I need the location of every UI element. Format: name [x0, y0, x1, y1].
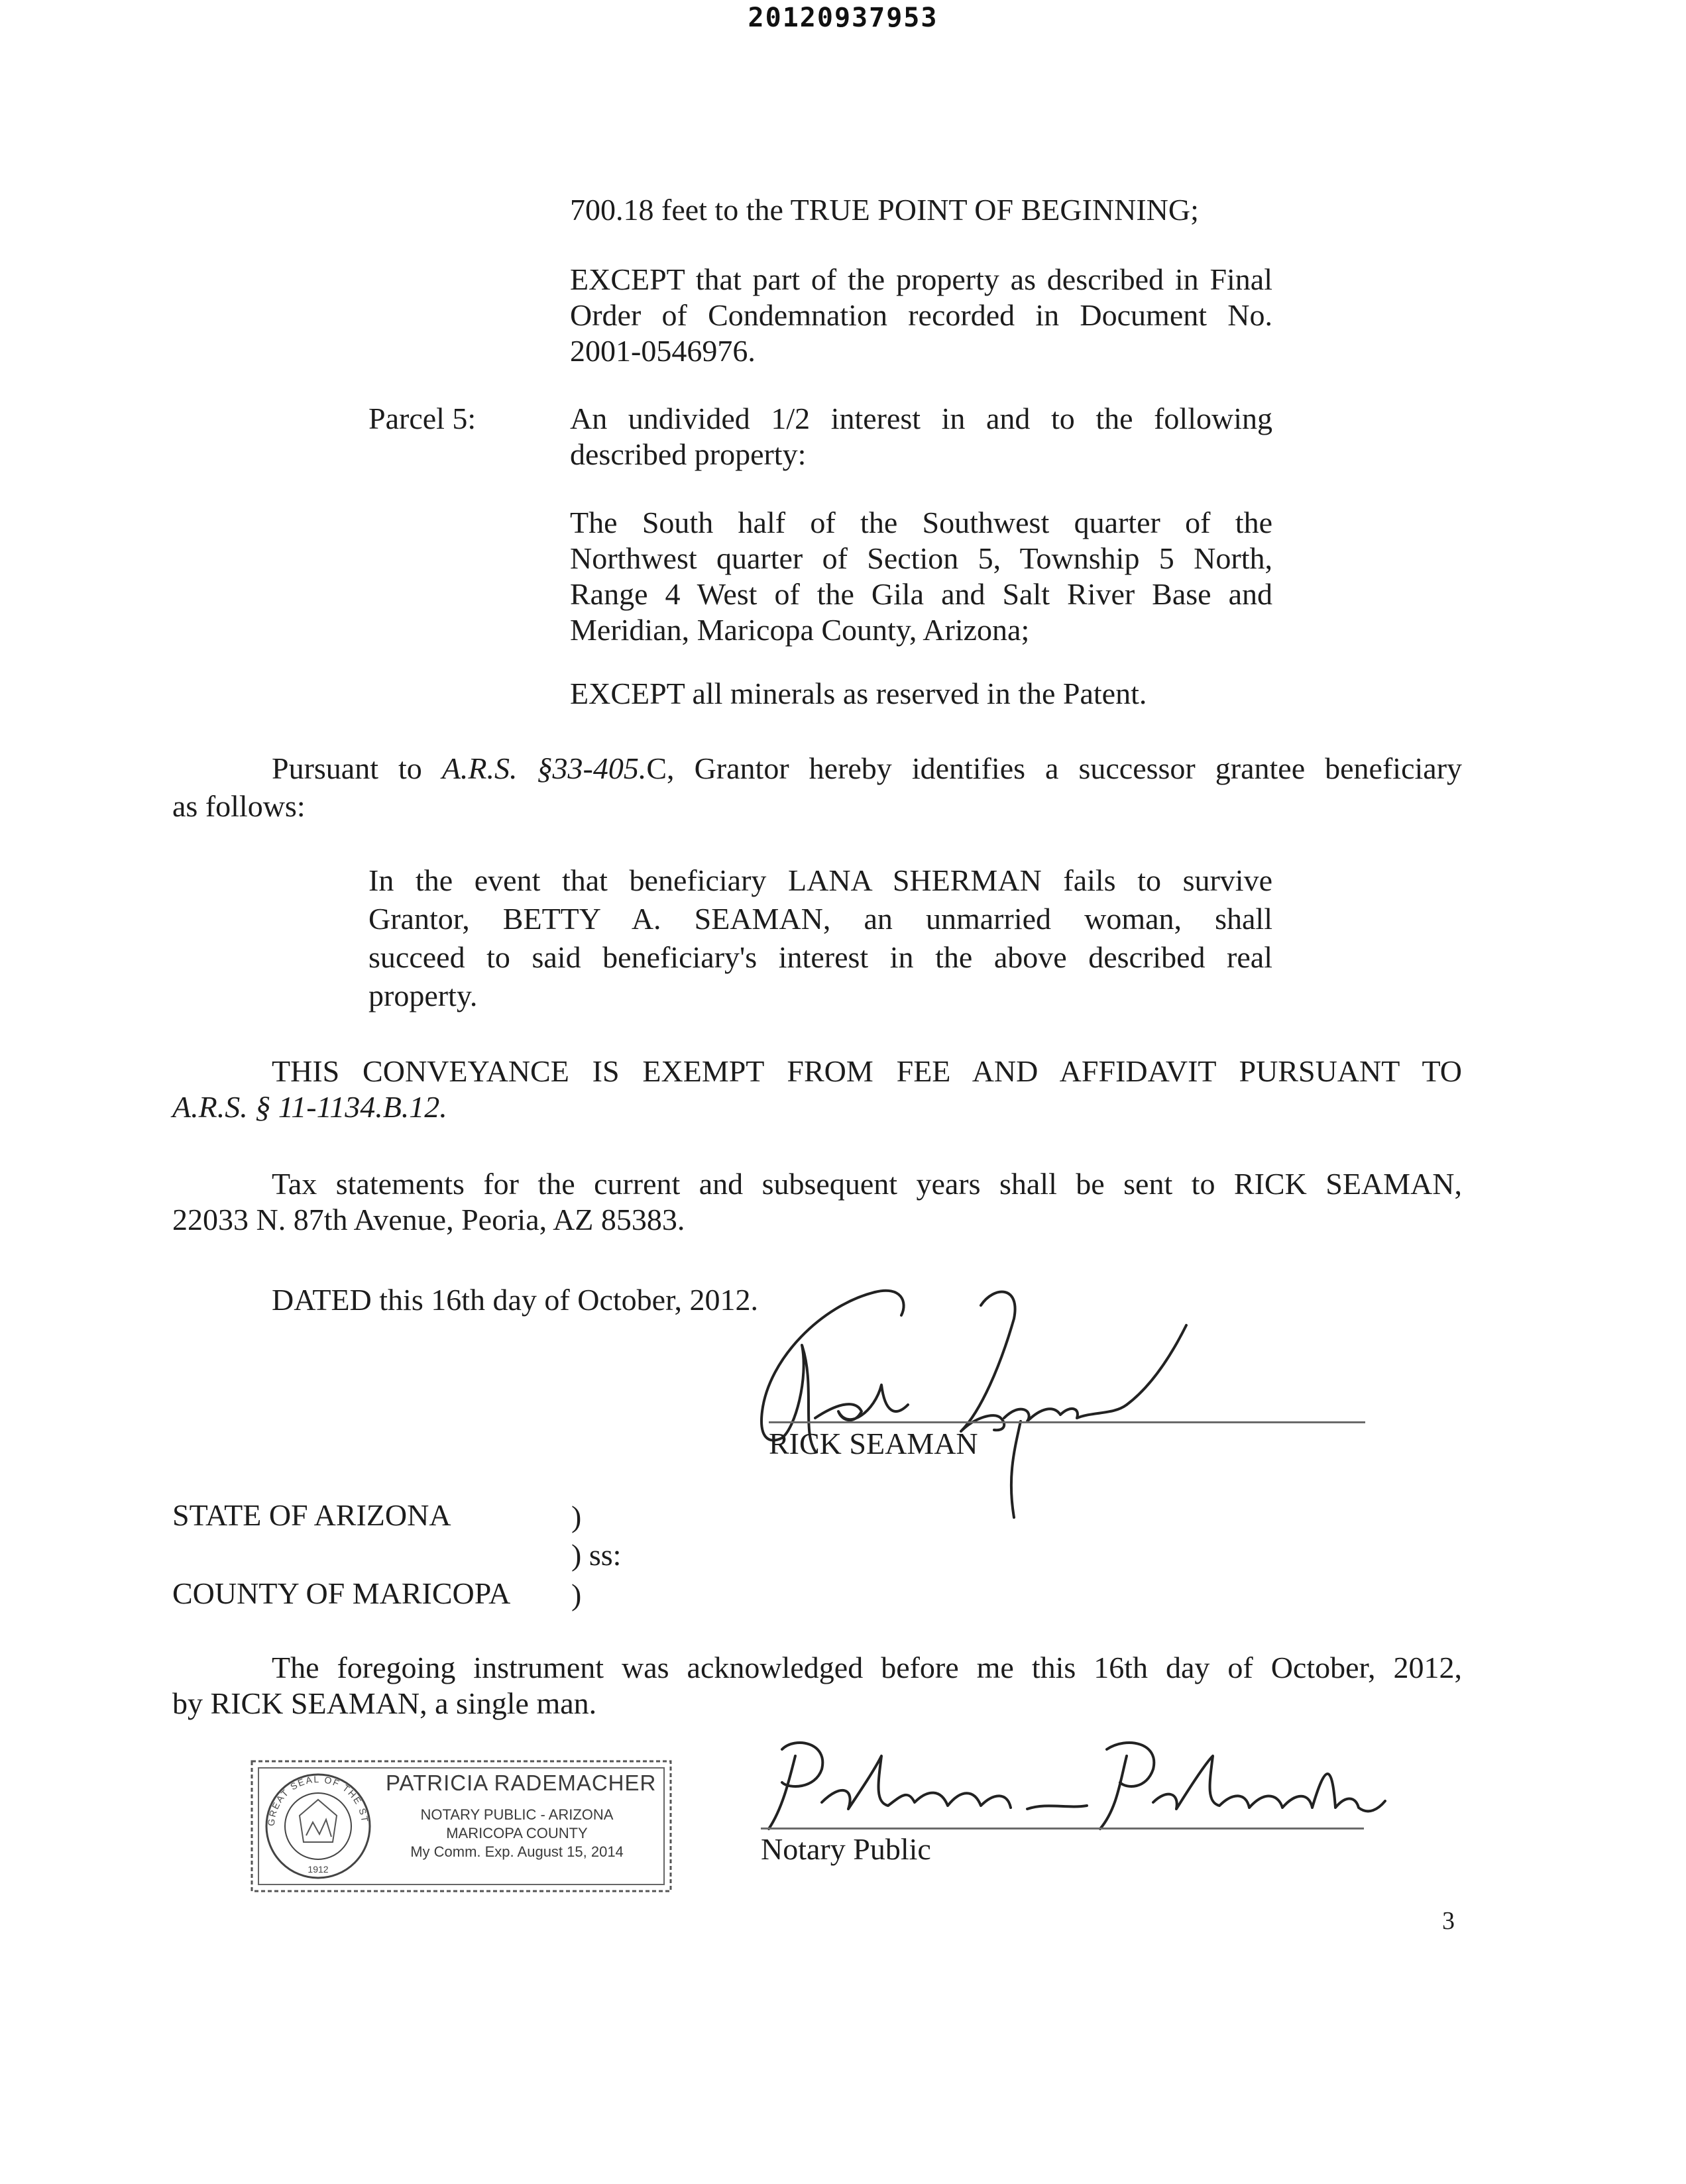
clause-line: property. — [368, 979, 478, 1012]
except-line: EXCEPT that part of the property as described in Final — [570, 262, 1272, 296]
page-number: 3 — [1442, 1907, 1455, 1935]
grantor-signature-line — [769, 1421, 1365, 1423]
notary-public-label: Notary Public — [761, 1832, 931, 1866]
successor-paragraph — [172, 751, 1462, 787]
svg-text:GREAT SEAL OF THE STATE OF ARI — [247, 1756, 370, 1826]
parcel5-except: EXCEPT all minerals as reserved in the Patent. — [570, 677, 1147, 710]
grantor-name: RICK SEAMAN — [769, 1427, 978, 1460]
notary-signature — [756, 1723, 1392, 1842]
exemption-statute: A.R.S. § 11-1134.B.12. — [172, 1090, 447, 1124]
seal-text: GREAT SEAL OF THE ST — [265, 1773, 370, 1827]
acknowledgment-line-2: by RICK SEAMAN, a single man. — [172, 1686, 597, 1720]
parcel4-point-of-beginning: 700.18 feet to the TRUE POINT OF BEGINNING; — [570, 193, 1199, 227]
stamp-notary-name: PATRICIA RADEMACHER — [386, 1771, 657, 1795]
venue-paren-bottom: ) — [571, 1578, 582, 1611]
acknowledgment-line-1: The foregoing instrument was acknowledged before me this 16th day of October, 2012, — [272, 1651, 1462, 1684]
description-line: The South half of the Southwest quarter of the — [570, 506, 1272, 539]
acknowledgment-paragraph — [172, 1650, 1462, 1721]
intro-line: An undivided 1/2 interest in and to the following — [570, 402, 1272, 435]
venue-paren-top: ) — [571, 1500, 582, 1533]
description-line: Meridian, Maricopa County, Arizona; — [570, 613, 1030, 647]
description-line: Northwest quarter of Section 5, Township 5 North, — [570, 541, 1272, 575]
clause-line: In the event that beneficiary LANA SHERMAN fails to survive — [368, 863, 1272, 897]
parcel5-intro — [570, 401, 1272, 472]
seal-year: 1912 — [308, 1864, 329, 1875]
venue-county: COUNTY OF MARICOPA — [172, 1576, 511, 1610]
tax-line-2: 22033 N. 87th Avenue, Peoria, AZ 85383. — [172, 1203, 685, 1236]
successor-line-2: as follows: — [172, 789, 306, 823]
venue-ss: ) ss: — [571, 1538, 622, 1572]
intro-line: described property: — [570, 437, 807, 471]
except-line: 2001-0546976. — [570, 334, 756, 368]
description-line: Range 4 West of the Gila and Salt River Base and — [570, 577, 1272, 611]
dated-line: DATED this 16th day of October, 2012. — [272, 1283, 759, 1317]
statute-citation: A.R.S. §33-405. — [441, 751, 647, 785]
tax-line-1: Tax statements for the current and subsequent years shall be sent to RICK SEAMAN, — [272, 1167, 1462, 1201]
stamp-county: MARICOPA COUNTY — [446, 1825, 588, 1841]
stamp-expiration: My Comm. Exp. August 15, 2014 — [410, 1843, 624, 1860]
venue-state: STATE OF ARIZONA — [172, 1498, 451, 1532]
stamp-title: NOTARY PUBLIC - ARIZONA — [420, 1806, 614, 1823]
except-line: Order of Condemnation recorded in Document No. — [570, 298, 1272, 332]
successor-clause — [368, 861, 1272, 1015]
exemption-line: THIS CONVEYANCE IS EXEMPT FROM FEE AND AFFIDAVIT PURSUANT TO — [272, 1054, 1462, 1088]
notary-signature-line — [761, 1828, 1364, 1829]
grantor-signature — [742, 1279, 1193, 1524]
parcel5-label: Parcel 5: — [368, 402, 477, 435]
parcel4-except — [570, 262, 1272, 369]
clause-line: succeed to said beneficiary's interest in the above described real — [368, 940, 1272, 974]
clause-line: Grantor, BETTY A. SEAMAN, an unmarried woman, shall — [368, 902, 1272, 936]
parcel5-description — [570, 505, 1272, 648]
exemption-paragraph — [172, 1054, 1462, 1125]
successor-line-1: Pursuant to A.R.S. §33-405.C, Grantor hereby identifies a successor grantee beneficiary — [272, 751, 1463, 785]
document-number: 20120937953 — [748, 3, 938, 33]
tax-paragraph — [172, 1166, 1462, 1238]
